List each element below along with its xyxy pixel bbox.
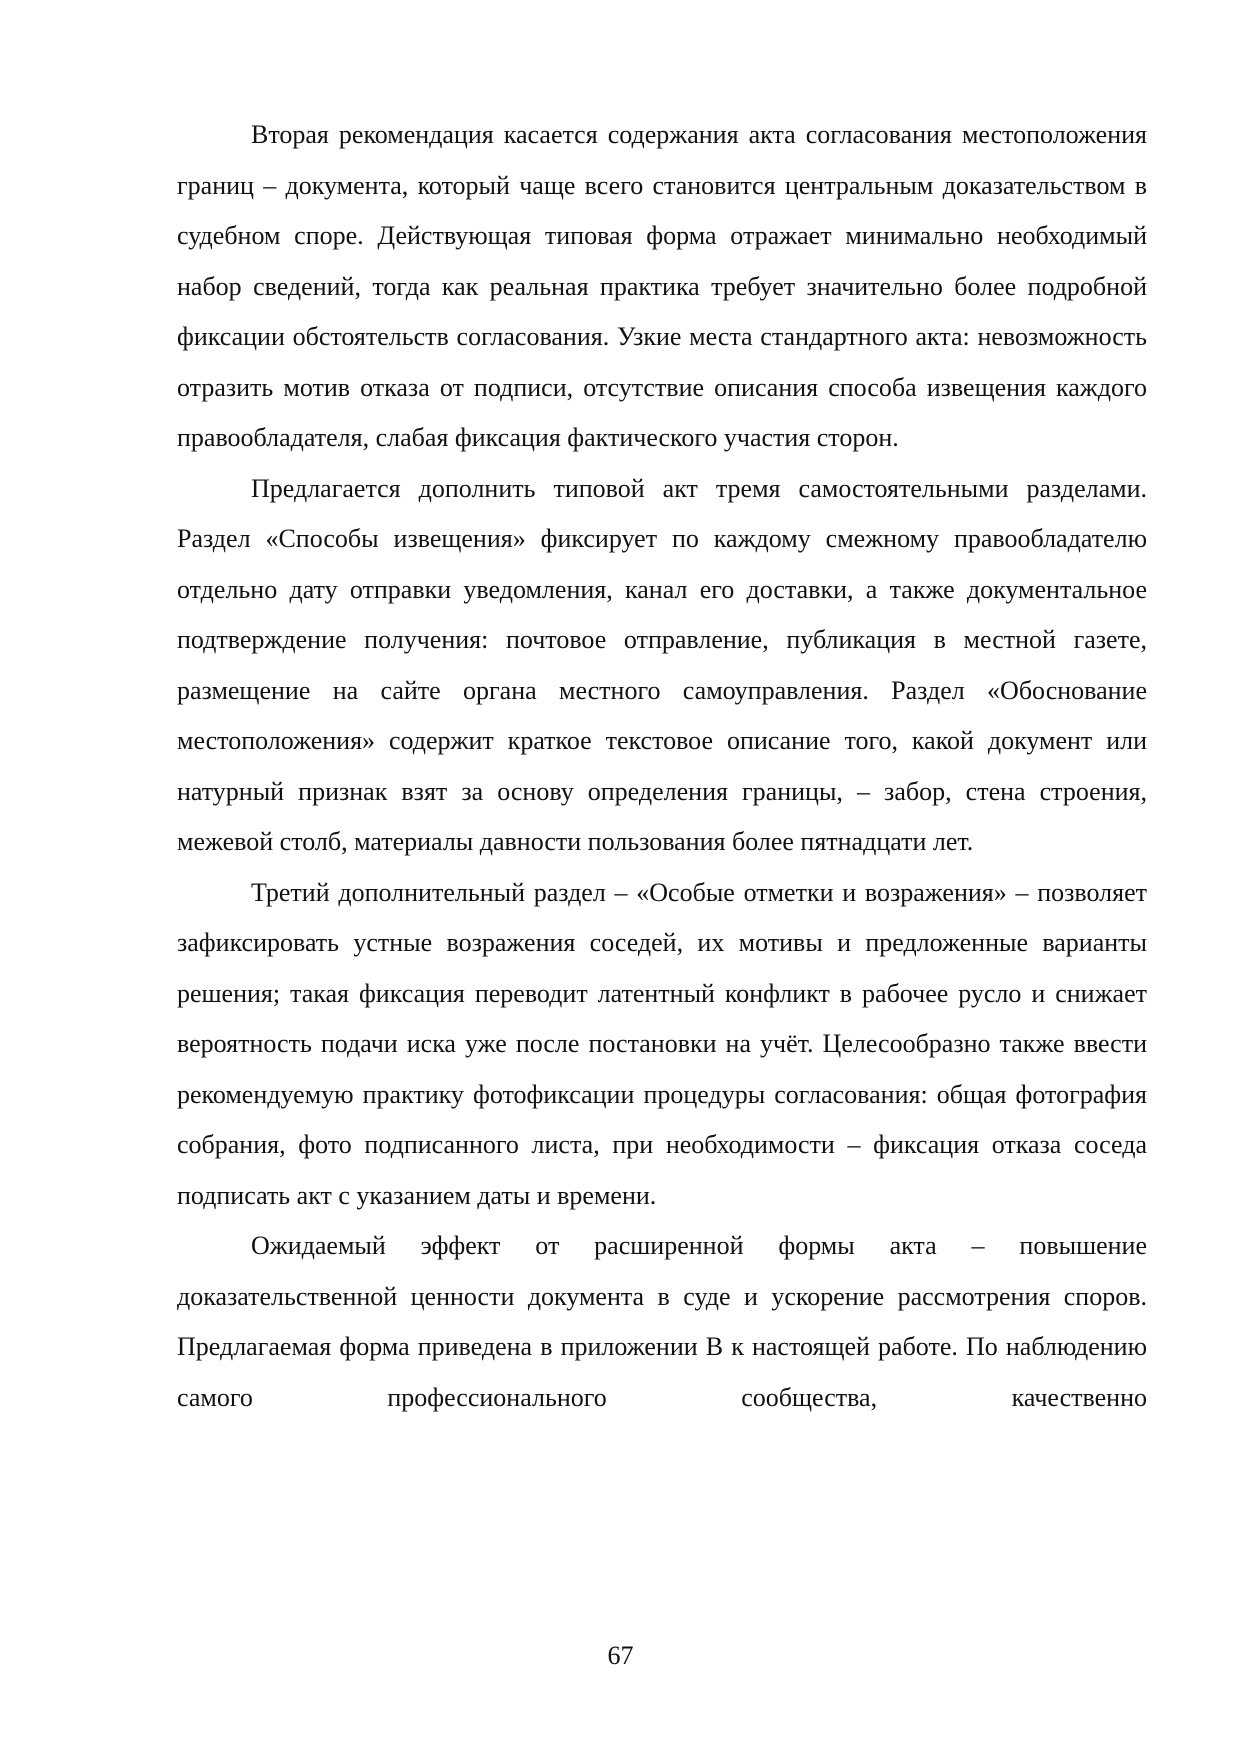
paragraph-1: Вторая рекомендация касается содержания акта согласования местоположения границ – документа, который чаще всего становится центральным доказательством в судебном споре. Действующая типовая форма отражает минимально необходимый набор сведений, тогда как реальная практика требует значительно более подробной фиксации обстоятельств согласования. Узкие места стандартного акта: невозможность отразить мотив отказа от подписи, отсутствие описания способа извещения каждого правообладателя, слабая фиксация фактического участия сторон. [177,120,1147,452]
paragraph-4: Ожидаемый эффект от расширенной формы акта – повышение доказательственной ценности документа в суде и ускорение рассмотрения споров. Предлагаемая форма приведена в приложении В к настоящей работе. По наблюдению самого профессионального сообщества, качественно [177,1231,1147,1412]
paragraph-2: Предлагается дополнить типовой акт тремя самостоятельными разделами. Раздел «Способы извещения» фиксирует по каждому смежному правообладателю отдельно дату отправки уведомления, канал его доставки, а также документальное подтверждение получения: почтовое отправление, публикация в местной газете, размещение на сайте органа местного самоуправления. Раздел «Обоснование местоположения» содержит краткое текстовое описание того, какой документ или натурный признак взят за основу определения границы, – забор, стена строения, межевой столб, материалы давности пользования более пятнадцати лет. [177,473,1147,856]
paragraph-3: Третий дополнительный раздел – «Особые отметки и возражения» – позволяет зафиксировать устные возражения соседей, их мотивы и предложенные варианты решения; такая фиксация переводит латентный конфликт в рабочее русло и снижает вероятность подачи иска уже после постановки на учёт. Целесообразно также ввести рекомендуемую практику фотофиксации процедуры согласования: общая фотография собрания, фото подписанного листа, при необходимости – фиксация отказа соседа подписать акт с указанием даты и времени. [177,877,1147,1210]
body-text [177,110,1147,1423]
page-number: 67 [607,1641,634,1670]
